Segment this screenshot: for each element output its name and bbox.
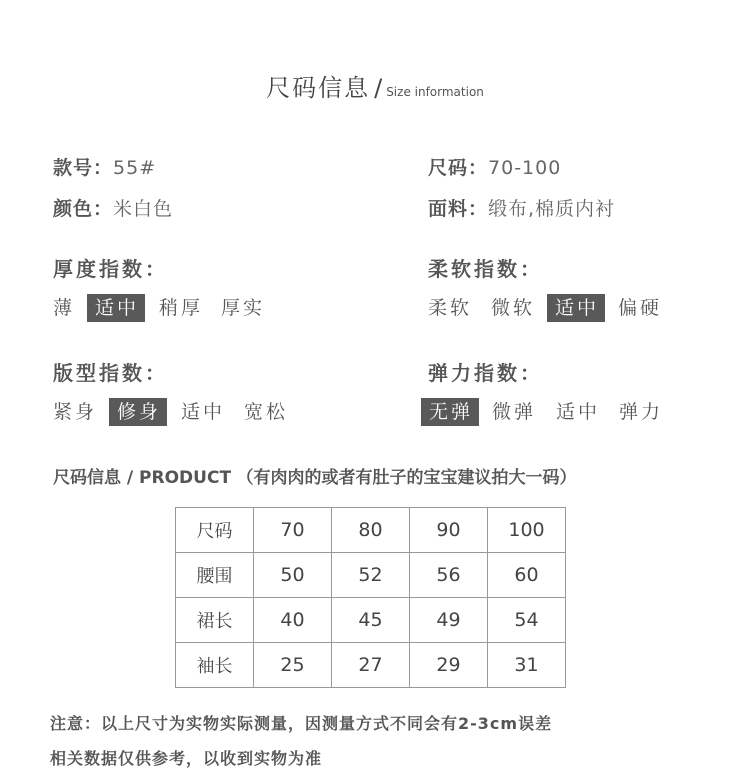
page-title <box>0 68 750 103</box>
fit-option: 紧身 <box>53 401 98 423</box>
thickness-option-selected: 适中 <box>87 294 145 322</box>
table-cell: 50 <box>254 553 332 598</box>
elasticity-title: 弹力指数： <box>428 361 543 385</box>
row-label: 尺码 <box>176 508 254 553</box>
fit-option: 宽松 <box>244 401 289 423</box>
table-row <box>176 598 566 643</box>
fit-option: 适中 <box>181 401 226 423</box>
color-row <box>53 194 173 221</box>
elasticity-options <box>421 398 721 426</box>
color-label: 颜色： <box>53 198 114 220</box>
softness-option: 偏硬 <box>618 297 663 319</box>
row-label: 袖长 <box>176 643 254 688</box>
fit-options <box>53 398 353 426</box>
softness-option: 柔软 <box>428 297 473 319</box>
size-row <box>428 153 561 180</box>
table-cell: 27 <box>332 643 410 688</box>
elasticity-option: 微弹 <box>492 401 537 423</box>
product-note: （有肉肉的或者有肚子的宝宝建议拍大一码） <box>236 468 577 488</box>
table-cell: 52 <box>332 553 410 598</box>
title-en: Size information <box>386 85 484 99</box>
table-cell: 90 <box>410 508 488 553</box>
table-cell: 56 <box>410 553 488 598</box>
table-cell: 60 <box>488 553 566 598</box>
thickness-option: 厚实 <box>221 297 266 319</box>
fabric-value: 缎布,棉质内衬 <box>488 198 616 220</box>
softness-option: 微软 <box>491 297 536 319</box>
fit-title: 版型指数： <box>53 361 168 385</box>
table-cell: 80 <box>332 508 410 553</box>
table-row <box>176 643 566 688</box>
item-no-label: 款号： <box>53 157 114 179</box>
softness-title: 柔软指数： <box>428 257 543 281</box>
table-cell: 54 <box>488 598 566 643</box>
elasticity-option: 弹力 <box>619 401 664 423</box>
table-cell: 25 <box>254 643 332 688</box>
table-cell: 70 <box>254 508 332 553</box>
table-cell: 31 <box>488 643 566 688</box>
item-no-value: 55# <box>113 157 157 179</box>
product-line <box>53 463 576 488</box>
thickness-option: 稍厚 <box>159 297 204 319</box>
thickness-title: 厚度指数： <box>53 257 168 281</box>
title-cn: 尺码信息 <box>266 74 371 102</box>
table-cell: 45 <box>332 598 410 643</box>
size-table <box>175 507 566 688</box>
softness-options <box>428 294 728 322</box>
item-no-row <box>53 153 156 180</box>
softness-option-selected: 适中 <box>547 294 605 322</box>
size-label: 尺码： <box>428 157 489 179</box>
table-cell: 100 <box>488 508 566 553</box>
thickness-option: 薄 <box>53 297 76 319</box>
elasticity-option: 适中 <box>556 401 601 423</box>
elasticity-option-selected: 无弹 <box>421 398 479 426</box>
table-cell: 29 <box>410 643 488 688</box>
product-prefix: 尺码信息 / PRODUCT <box>53 468 232 488</box>
table-cell: 49 <box>410 598 488 643</box>
fabric-row <box>428 194 615 221</box>
thickness-options <box>53 294 353 322</box>
row-label: 腰围 <box>176 553 254 598</box>
table-row <box>176 553 566 598</box>
size-value: 70-100 <box>488 157 562 179</box>
table-row <box>176 508 566 553</box>
note-line-2: 相关数据仅供参考，以收到实物为准 <box>50 749 323 768</box>
fit-option-selected: 修身 <box>109 398 167 426</box>
note-line-1: 注意：以上尺寸为实物实际测量，因测量方式不同会有2-3cm误差 <box>50 714 553 733</box>
color-value: 米白色 <box>113 198 174 220</box>
title-slash: / <box>374 74 383 102</box>
fabric-label: 面料： <box>428 198 489 220</box>
table-cell: 40 <box>254 598 332 643</box>
row-label: 裙长 <box>176 598 254 643</box>
